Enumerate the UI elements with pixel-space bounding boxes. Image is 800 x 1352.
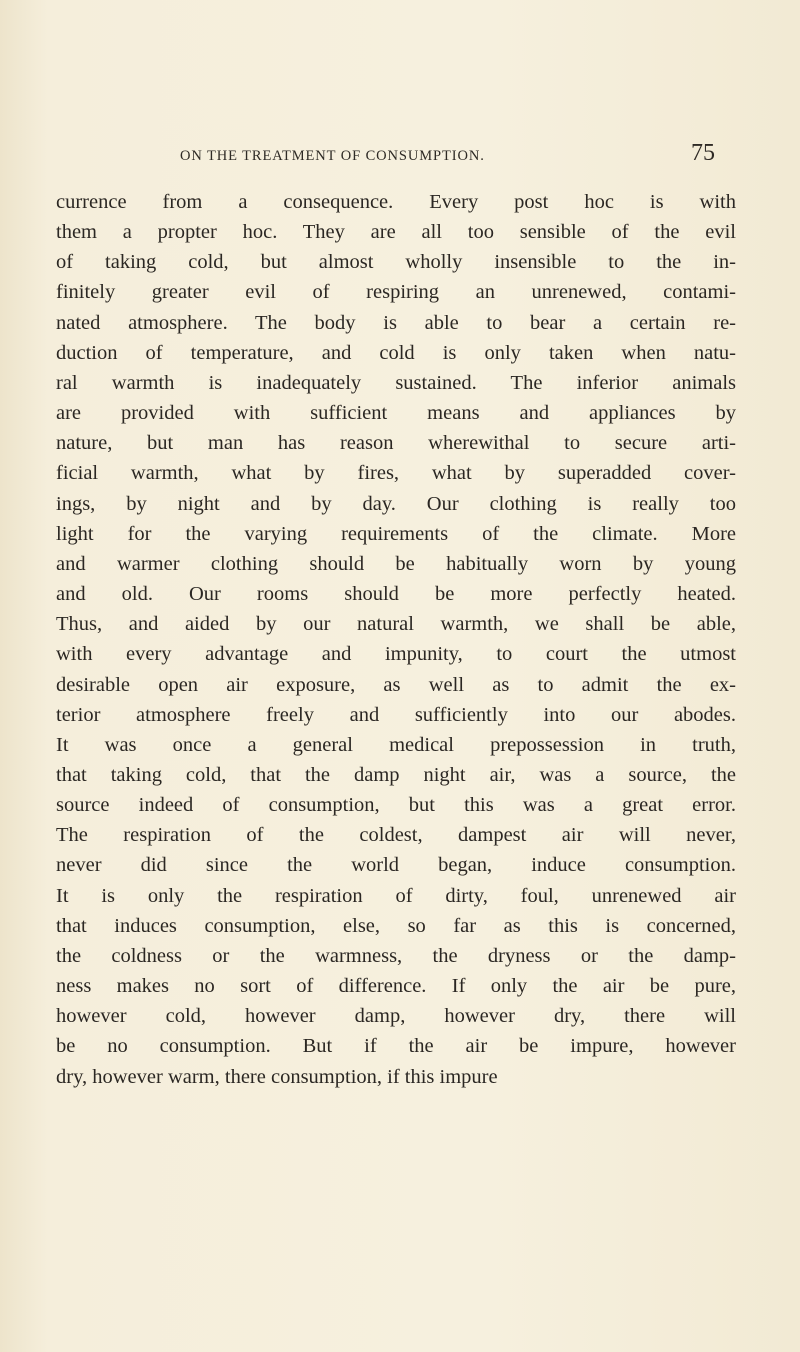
text-line: and old. Our rooms should be more perfectly heated. (56, 583, 736, 606)
text-line: and warmer clothing should be habitually worn by young (56, 552, 736, 575)
text-line: are provided with sufficient means and appliances by (56, 402, 736, 425)
text-line: light for the varying requirements of the climate. More (56, 522, 736, 545)
page-header (180, 140, 740, 176)
text-line: currence from a consequence. Every post hoc is with (56, 191, 736, 213)
text-line: ness makes no sort of difference. If only the air be pure, (56, 975, 736, 998)
running-head: ON THE TREATMENT OF CONSUMPTION. (180, 148, 485, 164)
text-line: nated atmosphere. The body is able to bear a certain re- (56, 311, 736, 334)
text-line: be no consumption. But if the air be impure, however (56, 1035, 736, 1058)
text-line: that induces consumption, else, so far as this is concerned, (56, 914, 736, 937)
text-line: source indeed of consumption, but this was a great error. (56, 794, 736, 817)
text-line: the coldness or the warmness, the dryness or the damp- (56, 944, 736, 967)
text-line: of taking cold, but almost wholly insensible to the in- (56, 251, 736, 274)
text-line: nature, but man has reason wherewithal to secure arti- (56, 432, 736, 455)
text-line: dry, however warm, there consumption, if this impure (56, 1065, 498, 1088)
text-line: It is only the respiration of dirty, foul, unrenewed air (56, 884, 736, 907)
text-line: however cold, however damp, however dry, there will (56, 1005, 736, 1028)
text-line: desirable open air exposure, as well as to admit the ex- (56, 673, 736, 696)
text-line: Thus, and aided by our natural warmth, we shall be able, (56, 613, 736, 636)
page-number: 75 (691, 140, 715, 166)
text-line: It was once a general medical prepossession in truth, (56, 733, 736, 756)
text-line: never did since the world began, induce consumption. (56, 854, 736, 877)
text-line: ral warmth is inadequately sustained. The inferior animals (56, 371, 736, 394)
text-line: ings, by night and by day. Our clothing is really too (56, 492, 736, 515)
text-line: ficial warmth, what by fires, what by superadded cover- (56, 462, 736, 485)
text-line: finitely greater evil of respiring an unrenewed, contami- (56, 281, 736, 304)
text-line: duction of temperature, and cold is only taken when natu- (56, 341, 736, 364)
text-line: terior atmosphere freely and sufficiently into our abodes. (56, 703, 736, 726)
text-line: them a propter hoc. They are all too sensible of the evil (56, 221, 736, 244)
text-line: with every advantage and impunity, to court the utmost (56, 643, 736, 666)
text-line: The respiration of the coldest, dampest air will never, (56, 824, 736, 847)
body-text (56, 187, 736, 1092)
text-line: that taking cold, that the damp night air, was a source, the (56, 763, 736, 786)
